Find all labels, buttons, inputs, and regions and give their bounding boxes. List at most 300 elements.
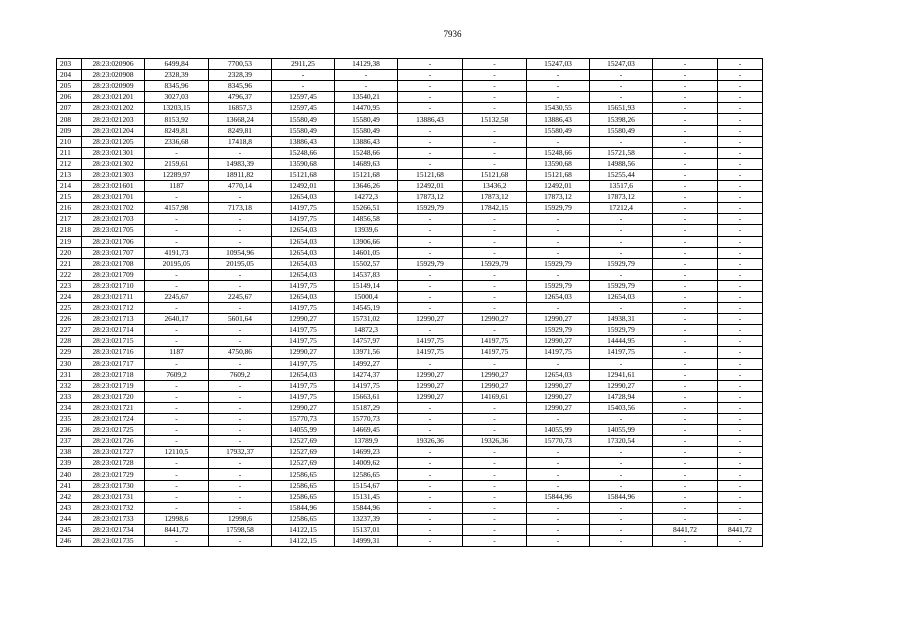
table-row — [57, 258, 763, 269]
table-row — [57, 536, 763, 547]
value-cell: - — [272, 81, 335, 92]
cadastral-number-cell: 28:23:021734 — [82, 524, 145, 535]
value-cell: 14009,62 — [335, 458, 398, 469]
value-cell: 17873,12 — [398, 192, 463, 203]
value-cell: 13436,2 — [463, 181, 527, 192]
value-cell: 15137,01 — [335, 524, 398, 535]
value-cell: 14197,75 — [272, 380, 335, 391]
value-cell: 14055,99 — [590, 425, 653, 436]
value-cell: - — [590, 136, 653, 147]
value-cell: - — [463, 425, 527, 436]
value-cell: 12990,27 — [398, 380, 463, 391]
table-row — [57, 524, 763, 535]
value-cell: - — [209, 391, 272, 402]
value-cell: - — [653, 336, 718, 347]
value-cell: 12586,65 — [335, 469, 398, 480]
cadastral-number-cell: 28:23:021703 — [82, 214, 145, 225]
value-cell: 13668,24 — [209, 114, 272, 125]
value-cell: 15580,49 — [527, 125, 590, 136]
value-cell: - — [653, 303, 718, 314]
value-cell: - — [718, 513, 763, 524]
value-cell: 12654,03 — [272, 258, 335, 269]
cadastral-number-cell: 28:23:021204 — [82, 125, 145, 136]
row-number-cell: 239 — [57, 458, 82, 469]
value-cell: - — [145, 236, 209, 247]
value-cell: 14055,99 — [272, 425, 335, 436]
value-cell: 15770,73 — [272, 414, 335, 425]
value-cell: 14537,83 — [335, 269, 398, 280]
value-cell: 17932,37 — [209, 447, 272, 458]
value-cell: 15121,68 — [463, 169, 527, 180]
value-cell: 14197,75 — [272, 203, 335, 214]
value-cell: - — [209, 414, 272, 425]
value-cell: - — [653, 258, 718, 269]
value-cell: - — [463, 70, 527, 81]
value-cell: - — [527, 225, 590, 236]
value-cell: 12654,03 — [272, 369, 335, 380]
row-number-cell: 208 — [57, 114, 82, 125]
cadastral-number-cell: 28:23:021715 — [82, 336, 145, 347]
value-cell: 12990,27 — [590, 380, 653, 391]
value-cell: - — [209, 402, 272, 413]
value-cell: - — [653, 269, 718, 280]
value-cell: - — [590, 447, 653, 458]
value-cell: 7609,2 — [145, 369, 209, 380]
table-row — [57, 114, 763, 125]
value-cell: - — [718, 402, 763, 413]
value-cell: 12990,27 — [272, 314, 335, 325]
table-row — [57, 347, 763, 358]
table-row — [57, 380, 763, 391]
table-row — [57, 447, 763, 458]
value-cell: 13789,9 — [335, 436, 398, 447]
row-number-cell: 243 — [57, 502, 82, 513]
value-cell: - — [527, 247, 590, 258]
value-cell: 12586,65 — [272, 480, 335, 491]
value-cell: - — [718, 447, 763, 458]
value-cell: - — [398, 236, 463, 247]
table-row — [57, 280, 763, 291]
value-cell: - — [145, 380, 209, 391]
value-cell: 14197,75 — [398, 336, 463, 347]
row-number-cell: 213 — [57, 169, 82, 180]
value-cell: - — [145, 436, 209, 447]
value-cell: - — [209, 236, 272, 247]
value-cell: - — [527, 81, 590, 92]
value-cell: - — [718, 414, 763, 425]
value-cell: - — [463, 59, 527, 70]
cadastral-number-cell: 28:23:021205 — [82, 136, 145, 147]
row-number-cell: 227 — [57, 325, 82, 336]
value-cell: 14197,75 — [463, 336, 527, 347]
value-cell: 17842,15 — [463, 203, 527, 214]
value-cell: 14699,23 — [335, 447, 398, 458]
value-cell: 12527,69 — [272, 447, 335, 458]
value-cell: 2328,39 — [145, 70, 209, 81]
value-cell: - — [209, 491, 272, 502]
value-cell: - — [718, 247, 763, 258]
row-number-cell: 233 — [57, 391, 82, 402]
row-number-cell: 205 — [57, 81, 82, 92]
table-row — [57, 391, 763, 402]
value-cell: 15121,68 — [335, 169, 398, 180]
value-cell: - — [272, 70, 335, 81]
cadastral-data-table — [56, 58, 763, 547]
table-row — [57, 314, 763, 325]
value-cell: 13939,6 — [335, 225, 398, 236]
value-cell: 14197,75 — [272, 280, 335, 291]
value-cell: - — [398, 425, 463, 436]
value-cell: 15247,03 — [590, 59, 653, 70]
table-row — [57, 103, 763, 114]
value-cell: 15663,61 — [335, 391, 398, 402]
value-cell: 13886,43 — [272, 136, 335, 147]
value-cell: 15248,66 — [527, 147, 590, 158]
value-cell: - — [590, 502, 653, 513]
value-cell: - — [145, 280, 209, 291]
cadastral-number-cell: 28:23:021721 — [82, 402, 145, 413]
value-cell: - — [145, 480, 209, 491]
value-cell: 2245,67 — [209, 291, 272, 302]
cadastral-number-cell: 28:23:021706 — [82, 236, 145, 247]
value-cell: 15247,03 — [527, 59, 590, 70]
value-cell: - — [653, 103, 718, 114]
value-cell: - — [209, 458, 272, 469]
value-cell: - — [463, 402, 527, 413]
value-cell: 15154,67 — [335, 480, 398, 491]
value-cell: - — [145, 402, 209, 413]
cadastral-number-cell: 28:23:021710 — [82, 280, 145, 291]
row-number-cell: 228 — [57, 336, 82, 347]
value-cell: - — [718, 336, 763, 347]
value-cell: 13590,68 — [272, 158, 335, 169]
cadastral-number-cell: 28:23:021712 — [82, 303, 145, 314]
value-cell: 12492,01 — [398, 181, 463, 192]
value-cell: 15929,79 — [590, 325, 653, 336]
value-cell: 13590,68 — [527, 158, 590, 169]
value-cell: 1187 — [145, 347, 209, 358]
row-number-cell: 230 — [57, 358, 82, 369]
value-cell: 16857,3 — [209, 103, 272, 114]
value-cell: 12654,03 — [590, 291, 653, 302]
row-number-cell: 241 — [57, 480, 82, 491]
value-cell: 18911,82 — [209, 169, 272, 180]
value-cell: - — [209, 469, 272, 480]
cadastral-number-cell: 28:23:020909 — [82, 81, 145, 92]
value-cell: - — [463, 81, 527, 92]
row-number-cell: 226 — [57, 314, 82, 325]
row-number-cell: 232 — [57, 380, 82, 391]
row-number-cell: 204 — [57, 70, 82, 81]
value-cell: - — [463, 524, 527, 535]
value-cell: 5601,64 — [209, 314, 272, 325]
value-cell: - — [527, 136, 590, 147]
row-number-cell: 240 — [57, 469, 82, 480]
value-cell: 17598,58 — [209, 524, 272, 535]
row-number-cell: 220 — [57, 247, 82, 258]
table-row — [57, 358, 763, 369]
value-cell: - — [590, 524, 653, 535]
value-cell: 14444,95 — [590, 336, 653, 347]
value-cell: - — [653, 425, 718, 436]
value-cell: - — [653, 436, 718, 447]
value-cell: 2159,61 — [145, 158, 209, 169]
table-row — [57, 425, 763, 436]
value-cell: 12586,65 — [272, 491, 335, 502]
value-cell: - — [398, 358, 463, 369]
value-cell: 4750,86 — [209, 347, 272, 358]
value-cell: 8249,81 — [145, 125, 209, 136]
value-cell: 8153,92 — [145, 114, 209, 125]
value-cell: - — [590, 247, 653, 258]
value-cell: - — [145, 358, 209, 369]
value-cell: - — [463, 447, 527, 458]
table-row — [57, 491, 763, 502]
value-cell: - — [590, 225, 653, 236]
value-cell: - — [718, 181, 763, 192]
cadastral-number-cell: 28:23:021702 — [82, 203, 145, 214]
value-cell: - — [463, 247, 527, 258]
cadastral-number-cell: 28:23:021718 — [82, 369, 145, 380]
value-cell: 14992,27 — [335, 358, 398, 369]
cadastral-number-cell: 28:23:021728 — [82, 458, 145, 469]
value-cell: - — [145, 192, 209, 203]
table-row — [57, 203, 763, 214]
value-cell: 7173,18 — [209, 203, 272, 214]
value-cell: - — [653, 247, 718, 258]
value-cell: - — [718, 70, 763, 81]
cadastral-number-cell: 28:23:021732 — [82, 502, 145, 513]
value-cell: - — [209, 436, 272, 447]
value-cell: - — [590, 414, 653, 425]
value-cell: 12990,27 — [527, 402, 590, 413]
value-cell: - — [335, 70, 398, 81]
value-cell: 8441,72 — [145, 524, 209, 535]
value-cell: - — [463, 303, 527, 314]
value-cell: - — [145, 536, 209, 547]
value-cell: 12990,27 — [527, 380, 590, 391]
value-cell: 15187,29 — [335, 402, 398, 413]
value-cell: - — [718, 225, 763, 236]
value-cell: - — [209, 269, 272, 280]
value-cell: 14999,31 — [335, 536, 398, 547]
table-row — [57, 247, 763, 258]
value-cell: 14689,63 — [335, 158, 398, 169]
value-cell: - — [463, 491, 527, 502]
value-cell: - — [463, 536, 527, 547]
value-cell: 14197,75 — [335, 380, 398, 391]
value-cell: - — [527, 447, 590, 458]
value-cell: 19326,36 — [463, 436, 527, 447]
value-cell: - — [398, 536, 463, 547]
value-cell: - — [718, 347, 763, 358]
value-cell: 15000,4 — [335, 291, 398, 302]
value-cell: 17418,8 — [209, 136, 272, 147]
value-cell: - — [145, 502, 209, 513]
value-cell: 4796,37 — [209, 92, 272, 103]
value-cell: - — [653, 291, 718, 302]
value-cell: - — [718, 502, 763, 513]
value-cell: 7700,53 — [209, 59, 272, 70]
value-cell: 12492,01 — [527, 181, 590, 192]
value-cell: 12597,45 — [272, 92, 335, 103]
cadastral-number-cell: 28:23:021720 — [82, 391, 145, 402]
value-cell: - — [718, 491, 763, 502]
value-cell: - — [718, 158, 763, 169]
value-cell: 13886,43 — [335, 136, 398, 147]
value-cell: - — [209, 336, 272, 347]
value-cell: - — [527, 524, 590, 535]
value-cell: 15844,96 — [590, 491, 653, 502]
value-cell: 12990,27 — [272, 347, 335, 358]
value-cell: - — [463, 480, 527, 491]
value-cell: 15502,57 — [335, 258, 398, 269]
value-cell: 20195,05 — [209, 258, 272, 269]
value-cell: - — [653, 147, 718, 158]
cadastral-number-cell: 28:23:021717 — [82, 358, 145, 369]
value-cell: - — [653, 225, 718, 236]
value-cell: - — [590, 214, 653, 225]
value-cell: 15580,49 — [272, 114, 335, 125]
value-cell: 12289,97 — [145, 169, 209, 180]
value-cell: - — [209, 147, 272, 158]
value-cell: 12586,65 — [272, 513, 335, 524]
value-cell: - — [209, 303, 272, 314]
value-cell: - — [718, 236, 763, 247]
value-cell: - — [718, 536, 763, 547]
value-cell: 15929,79 — [590, 280, 653, 291]
value-cell: 15255,44 — [590, 169, 653, 180]
value-cell: 20195,05 — [145, 258, 209, 269]
value-cell: - — [718, 147, 763, 158]
value-cell: 13886,43 — [398, 114, 463, 125]
value-cell: - — [527, 214, 590, 225]
value-cell: - — [590, 303, 653, 314]
value-cell: - — [398, 502, 463, 513]
value-cell: - — [527, 502, 590, 513]
value-cell: 12941,61 — [590, 369, 653, 380]
value-cell: 14601,05 — [335, 247, 398, 258]
value-cell: - — [209, 358, 272, 369]
value-cell: - — [463, 458, 527, 469]
table-row — [57, 336, 763, 347]
value-cell: 6499,84 — [145, 59, 209, 70]
value-cell: - — [145, 325, 209, 336]
value-cell: - — [653, 347, 718, 358]
cadastral-number-cell: 28:23:021707 — [82, 247, 145, 258]
value-cell: 15430,55 — [527, 103, 590, 114]
table-row — [57, 125, 763, 136]
value-cell: - — [718, 314, 763, 325]
value-cell: 14197,75 — [272, 391, 335, 402]
value-cell: - — [653, 314, 718, 325]
value-cell: 15266,51 — [335, 203, 398, 214]
value-cell: 12492,01 — [272, 181, 335, 192]
value-cell: - — [463, 513, 527, 524]
cadastral-number-cell: 28:23:021731 — [82, 491, 145, 502]
value-cell: 15929,79 — [527, 325, 590, 336]
value-cell: 15121,68 — [527, 169, 590, 180]
row-number-cell: 231 — [57, 369, 82, 380]
value-cell: - — [398, 469, 463, 480]
value-cell: - — [653, 181, 718, 192]
value-cell: 14197,75 — [272, 214, 335, 225]
value-cell: 12654,03 — [527, 291, 590, 302]
table-row — [57, 502, 763, 513]
value-cell: 4157,98 — [145, 203, 209, 214]
value-cell: - — [718, 59, 763, 70]
value-cell: - — [718, 458, 763, 469]
value-cell: - — [718, 192, 763, 203]
cadastral-number-cell: 28:23:021708 — [82, 258, 145, 269]
value-cell: 14197,75 — [272, 358, 335, 369]
value-cell: - — [653, 536, 718, 547]
value-cell: - — [718, 291, 763, 302]
value-cell: 15580,49 — [590, 125, 653, 136]
value-cell: - — [590, 358, 653, 369]
value-cell: - — [463, 469, 527, 480]
row-number-cell: 238 — [57, 447, 82, 458]
value-cell: 13886,43 — [527, 114, 590, 125]
value-cell: 14122,15 — [272, 524, 335, 535]
value-cell: - — [398, 214, 463, 225]
table-row — [57, 92, 763, 103]
value-cell: 15929,79 — [590, 258, 653, 269]
value-cell: 12990,27 — [463, 380, 527, 391]
value-cell: 12990,27 — [463, 369, 527, 380]
value-cell: - — [463, 214, 527, 225]
value-cell: 15132,58 — [463, 114, 527, 125]
table-row — [57, 369, 763, 380]
value-cell: - — [398, 103, 463, 114]
value-cell: - — [398, 280, 463, 291]
value-cell: 13906,66 — [335, 236, 398, 247]
value-cell: - — [653, 380, 718, 391]
value-cell: 15248,66 — [272, 147, 335, 158]
value-cell: 15248,66 — [335, 147, 398, 158]
table-row — [57, 181, 763, 192]
value-cell: 15929,79 — [527, 258, 590, 269]
cadastral-number-cell: 28:23:021724 — [82, 414, 145, 425]
value-cell: 14197,75 — [527, 347, 590, 358]
row-number-cell: 236 — [57, 425, 82, 436]
value-cell: 15580,49 — [335, 114, 398, 125]
value-cell: 10954,96 — [209, 247, 272, 258]
value-cell: - — [718, 81, 763, 92]
value-cell: 17873,12 — [463, 192, 527, 203]
table-row — [57, 59, 763, 70]
value-cell: 14669,45 — [335, 425, 398, 436]
value-cell: - — [653, 402, 718, 413]
value-cell: - — [209, 480, 272, 491]
value-cell: 15844,96 — [335, 502, 398, 513]
cadastral-number-cell: 28:23:021302 — [82, 158, 145, 169]
value-cell: - — [718, 258, 763, 269]
value-cell: - — [398, 447, 463, 458]
value-cell: 12654,03 — [272, 269, 335, 280]
value-cell: - — [653, 491, 718, 502]
table-row — [57, 214, 763, 225]
value-cell: 14470,95 — [335, 103, 398, 114]
value-cell: - — [718, 114, 763, 125]
value-cell: - — [209, 225, 272, 236]
value-cell: 17212,4 — [590, 203, 653, 214]
value-cell: - — [590, 480, 653, 491]
cadastral-number-cell: 28:23:021729 — [82, 469, 145, 480]
row-number-cell: 203 — [57, 59, 82, 70]
row-number-cell: 224 — [57, 291, 82, 302]
value-cell: - — [463, 103, 527, 114]
